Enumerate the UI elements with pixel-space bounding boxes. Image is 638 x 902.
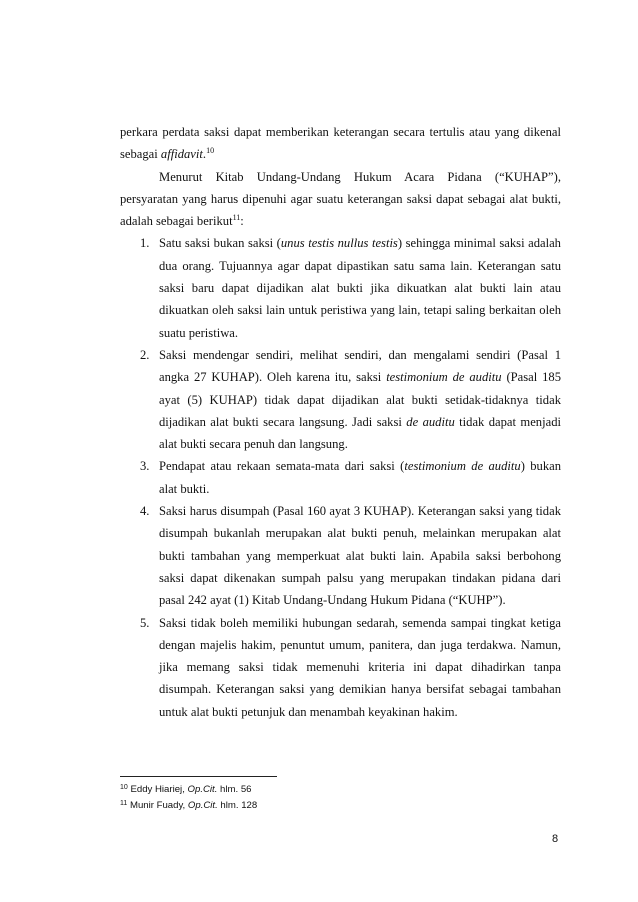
footnotes xyxy=(120,782,520,813)
requirements-list xyxy=(120,232,561,723)
item-text: Saksi tidak boleh memiliki hubungan sedarah, semenda sampai tingkat ketiga dengan majelis hakim, penuntut umum, panitera, dan juga terdakwa. Namun, jika memang saksi tidak memenuhi kriteria ini dapat dihadirkan tanpa disumpah. Keterangan saksi yang demikian hanya bersifat sebagai tambahan untuk alat bukti petunjuk dan menambah keyakinan hakim. xyxy=(159,615,561,719)
item-text: ) bukan alat bukti. xyxy=(159,459,562,496)
main-text xyxy=(120,121,561,723)
list-number: 2. xyxy=(140,347,150,362)
paragraph-text: perkara perdata saksi dapat memberikan keterangan secara tertulis atau yang dikenal sebagai xyxy=(120,125,561,162)
list-item xyxy=(120,344,561,455)
footnote-author: Eddy Hiariej, xyxy=(130,784,188,795)
footnote-separator xyxy=(120,776,277,777)
italic-term: unus testis nullus testis xyxy=(280,236,398,251)
footnote-citation: Op.Cit. xyxy=(187,799,218,811)
item-text: (Pasal 185 ayat (5) KUHAP) tidak dapat dijadikan alat bukti setidak-tidaknya tidak dijadikan alat bukti secara langsung. Jadi saksi xyxy=(159,370,561,429)
footnote-citation: Op.Cit. xyxy=(187,784,218,795)
punctuation: . xyxy=(202,147,207,162)
item-text: tidak dapat menjadi alat bukti secara penuh dan langsung. xyxy=(159,414,561,452)
list-number: 4. xyxy=(140,504,150,519)
footnote-ref[interactable]: 10 xyxy=(206,146,215,156)
footnote-page: hlm. 128 xyxy=(217,799,258,811)
item-text: Satu saksi bukan saksi ( xyxy=(159,236,281,251)
list-number: 3. xyxy=(140,459,150,474)
item-text: ) sehingga minimal saksi adalah dua orang. Tujuannya agar dapat dipastikan satu sama lain. Keterangan satu saksi baru dapat dijadikan alat bukti jika dikuatkan alat bukti lain atau dikuatkan oleh saksi lain untuk peristiwa yang lain, tetapi saling berkaitan oleh suatu peristiwa. xyxy=(159,236,561,340)
italic-term: testimonium de auditu xyxy=(404,459,521,474)
footnote-author: Munir Fuady, xyxy=(129,799,188,811)
footnote-number: 10 xyxy=(120,784,128,791)
paragraph-kuhap-intro xyxy=(120,166,561,233)
footnote-item xyxy=(120,798,520,814)
italic-term: de auditu xyxy=(406,414,455,429)
list-item xyxy=(120,455,561,500)
italic-term: affidavit xyxy=(160,147,203,162)
list-number: 1. xyxy=(140,236,150,251)
item-text: Saksi harus disumpah (Pasal 160 ayat 3 KUHAP). Keterangan saksi yang tidak disumpah bukanlah merupakan alat bukti penuh, melainkan merupakan alat bukti tambahan yang memperkuat alat bukti lain. Apabila saksi berbohong saksi dapat dikenakan sumpah palsu yang merupakan tindakan pidana dari pasal 242 ayat (1) Kitab Undang-Undang Hukum Pidana (“KUHP”). xyxy=(159,504,561,608)
footnote-ref[interactable]: 11 xyxy=(232,213,241,223)
page-number: 8 xyxy=(552,833,559,845)
list-item xyxy=(120,232,561,343)
punctuation: : xyxy=(240,214,244,229)
item-text: Pendapat atau rekaan semata-mata dari saksi ( xyxy=(159,459,405,474)
list-number: 5. xyxy=(140,615,150,630)
italic-term: testimonium de auditu xyxy=(386,370,502,385)
paragraph-affidavit xyxy=(120,121,561,166)
footnote-page: hlm. 56 xyxy=(217,784,252,795)
footnote-number: 11 xyxy=(120,799,128,807)
footnote-item xyxy=(120,782,520,798)
item-text: Saksi mendengar sendiri, melihat sendiri, dan mengalami sendiri (Pasal 1 angka 27 KUHAP). Oleh karena itu, saksi xyxy=(159,347,561,385)
list-item xyxy=(120,612,561,723)
list-item xyxy=(120,500,561,611)
paragraph-text: Menurut Kitab Undang-Undang Hukum Acara Pidana (“KUHAP”), persyaratan yang harus dipenuhi agar suatu keterangan saksi dapat sebagai alat bukti, adalah sebagai berikut xyxy=(120,169,561,229)
